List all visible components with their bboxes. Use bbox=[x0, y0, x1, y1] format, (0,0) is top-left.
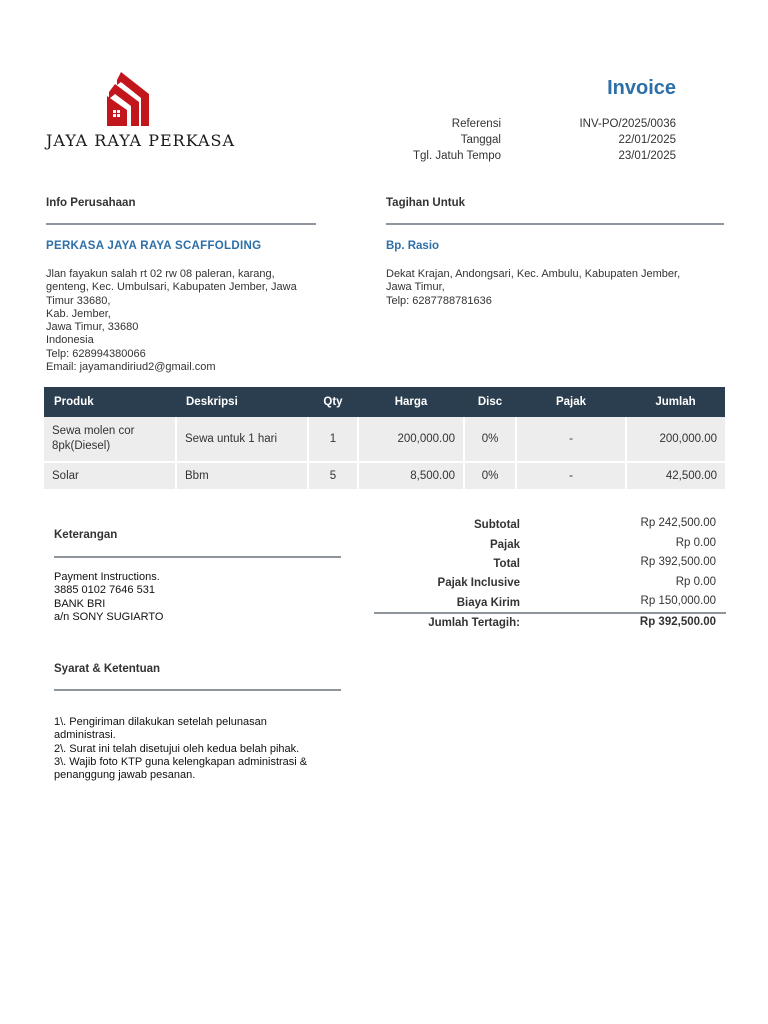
company-logo-text: JAYA RAYA PERKASA bbox=[46, 131, 236, 150]
bill-to-address-line: Dekat Krajan, Andongsari, Kec. Ambulu, Kabupaten Jember, bbox=[386, 268, 681, 280]
total-label: Total bbox=[493, 558, 520, 570]
bill-to-phone: Telp: 6287788781636 bbox=[386, 294, 492, 307]
bill-to-address-line: Jawa Timur, bbox=[386, 281, 445, 294]
bill-to-divider bbox=[386, 223, 724, 225]
amount-due-label: Jumlah Tertagih: bbox=[428, 617, 520, 629]
terms-line: 3\. Wajib foto KTP guna kelengkapan administrasi & bbox=[54, 755, 308, 768]
reference-label: Referensi bbox=[451, 118, 501, 130]
terms-line: administrasi. bbox=[54, 729, 116, 742]
terms-line: 1\. Pengiriman dilakukan setelah pelunasan bbox=[54, 716, 267, 728]
header-deskripsi: Deskripsi bbox=[176, 387, 308, 417]
company-address-line: Jawa Timur, 33680 bbox=[46, 321, 139, 334]
company-info-divider bbox=[46, 223, 316, 225]
shipping-cost-label: Biaya Kirim bbox=[456, 597, 520, 609]
cell-disc: 0% bbox=[464, 462, 516, 489]
cell-pajak: - bbox=[516, 417, 626, 462]
payment-account-number: 3885 0102 7646 531 bbox=[54, 584, 155, 597]
company-email: Email: jayamandiriud2@gmail.com bbox=[46, 361, 216, 374]
cell-pajak: - bbox=[516, 462, 626, 489]
terms-divider bbox=[54, 689, 341, 691]
payment-bank: BANK BRI bbox=[54, 597, 106, 610]
tax-inclusive-label: Pajak Inclusive bbox=[437, 577, 520, 589]
cell-qty: 1 bbox=[308, 417, 358, 462]
total-value: Rp 392,500.00 bbox=[640, 556, 716, 568]
payment-instructions bbox=[54, 571, 163, 624]
totals-divider bbox=[374, 612, 726, 614]
header-jumlah: Jumlah bbox=[626, 387, 725, 417]
header-pajak: Pajak bbox=[516, 387, 626, 417]
table-row bbox=[44, 417, 725, 462]
tax-inclusive-value: Rp 0.00 bbox=[675, 576, 716, 588]
cell-disc: 0% bbox=[464, 417, 516, 462]
invoice-title: Invoice bbox=[607, 77, 676, 99]
reference-value: INV-PO/2025/0036 bbox=[579, 118, 676, 130]
company-address bbox=[46, 268, 321, 374]
header-qty: Qty bbox=[308, 387, 358, 417]
payment-line: Payment Instructions. bbox=[54, 571, 160, 583]
house-logo-icon bbox=[105, 70, 157, 126]
terms-list bbox=[54, 716, 354, 782]
tax-label: Pajak bbox=[489, 539, 520, 551]
bill-to-address bbox=[386, 268, 716, 308]
cell-produk: Solar bbox=[44, 462, 176, 489]
subtotal-label: Subtotal bbox=[474, 519, 520, 531]
company-address-line: Indonesia bbox=[46, 334, 94, 347]
terms-line: 2\. Surat ini telah disetujui oleh kedua belah pihak. bbox=[54, 742, 300, 755]
cell-deskripsi: Sewa untuk 1 hari bbox=[176, 417, 308, 462]
tax-value: Rp 0.00 bbox=[675, 537, 716, 549]
company-phone: Telp: 628994380066 bbox=[46, 347, 146, 360]
bill-to-title: Tagihan Untuk bbox=[386, 197, 466, 209]
payment-account-name: a/n SONY SUGIARTO bbox=[54, 610, 164, 623]
company-name: PERKASA JAYA RAYA SCAFFOLDING bbox=[46, 240, 262, 252]
cell-harga: 200,000.00 bbox=[358, 417, 464, 462]
cell-produk: Sewa molen cor 8pk(Diesel) bbox=[44, 417, 176, 462]
notes-divider bbox=[54, 556, 341, 558]
bill-to-name: Bp. Rasio bbox=[386, 240, 440, 252]
due-date-label: Tgl. Jatuh Tempo bbox=[412, 150, 501, 162]
amount-due-value: Rp 392,500.00 bbox=[639, 616, 716, 628]
company-info-title: Info Perusahaan bbox=[46, 197, 136, 209]
date-value: 22/01/2025 bbox=[618, 134, 676, 146]
cell-harga: 8,500.00 bbox=[358, 462, 464, 489]
items-table bbox=[44, 387, 725, 489]
company-address-line: Kab. Jember, bbox=[46, 307, 111, 320]
cell-jumlah: 200,000.00 bbox=[626, 417, 725, 462]
due-date-value: 23/01/2025 bbox=[618, 150, 676, 162]
header-produk: Produk bbox=[44, 387, 176, 417]
table-header-row bbox=[44, 387, 725, 417]
cell-jumlah: 42,500.00 bbox=[626, 462, 725, 489]
cell-qty: 5 bbox=[308, 462, 358, 489]
notes-title: Keterangan bbox=[54, 529, 118, 541]
company-address-line: Jlan fayakun salah rt 02 rw 08 paleran, karang, bbox=[46, 268, 275, 280]
subtotal-value: Rp 242,500.00 bbox=[640, 517, 716, 529]
company-address-line: Timur 33680, bbox=[46, 294, 111, 307]
header-harga: Harga bbox=[358, 387, 464, 417]
cell-deskripsi: Bbm bbox=[176, 462, 308, 489]
header-disc: Disc bbox=[464, 387, 516, 417]
table-row bbox=[44, 462, 725, 489]
company-address-line: genteng, Kec. Umbulsari, Kabupaten Jember, Jawa bbox=[46, 281, 297, 294]
terms-title: Syarat & Ketentuan bbox=[54, 663, 161, 675]
terms-line: penanggung jawab pesanan. bbox=[54, 769, 196, 782]
shipping-cost-value: Rp 150,000.00 bbox=[640, 595, 716, 607]
date-label: Tanggal bbox=[460, 134, 501, 146]
